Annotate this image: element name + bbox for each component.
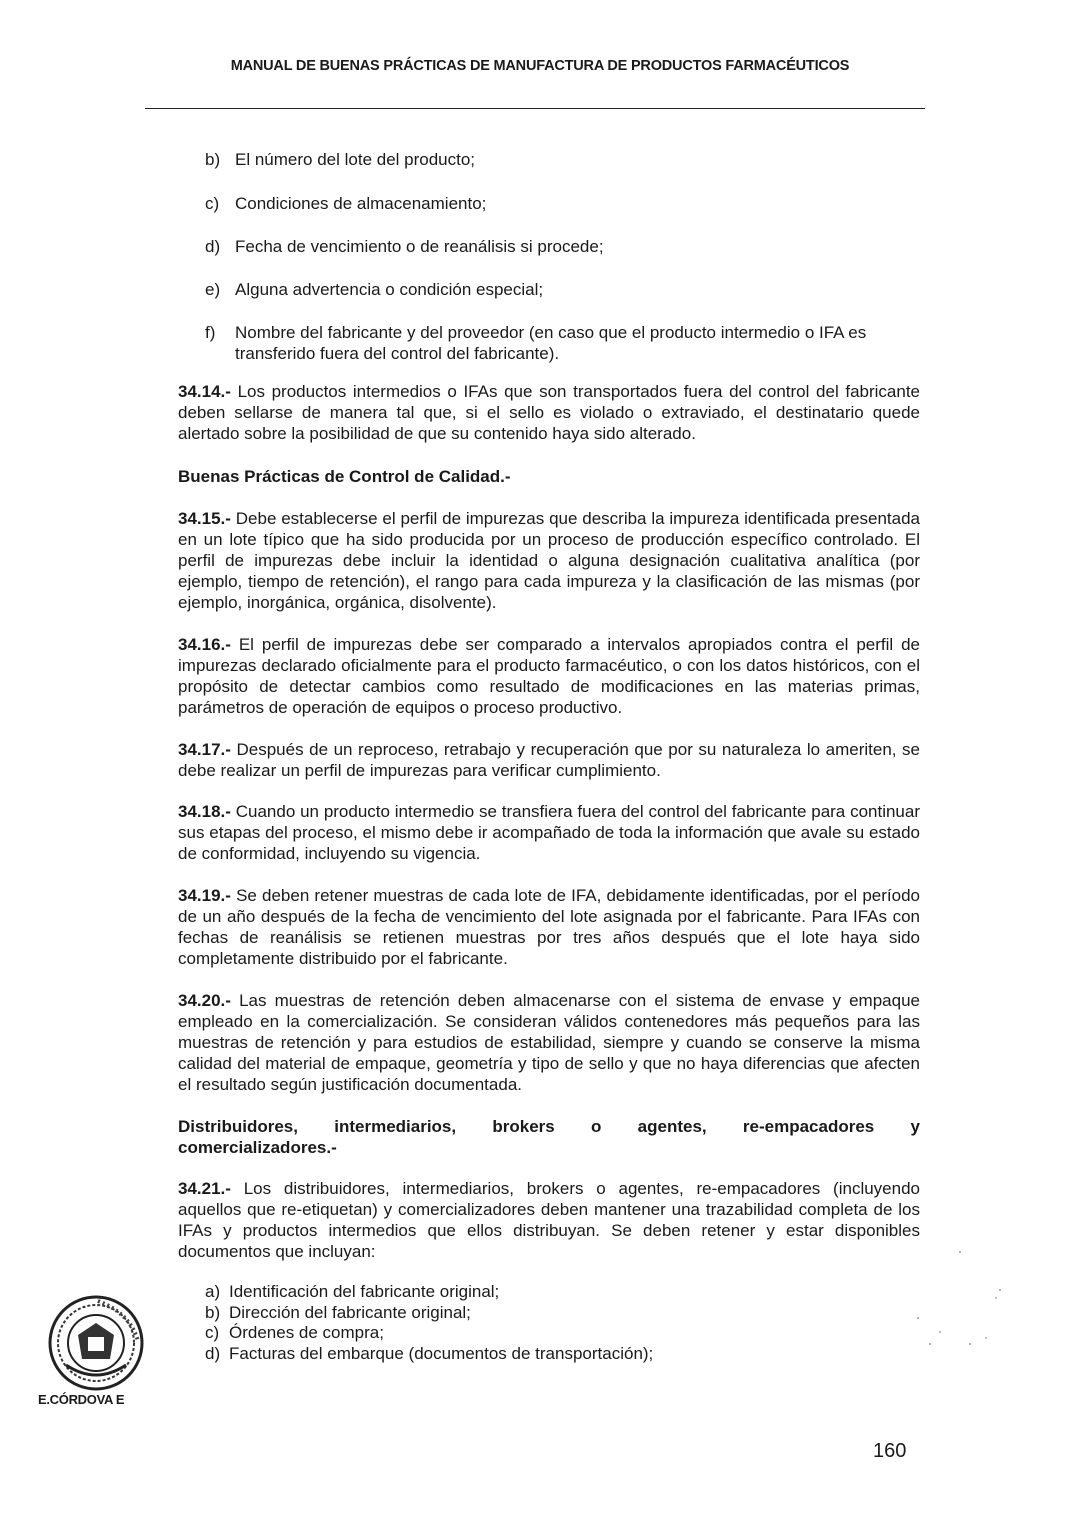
paragraph-text: Las muestras de retención deben almacenarse con el sistema de envase y empaque empleado en la comercialización. Se consideran válidos contenedores más pequeños para las muestras de retención y para estudios de estabilidad, siempre y cuando se conserve la misma calidad del material de empaque, geometría y tipo de sello y que no haya diferencias que afecten el resultado según justificación documentada. — [178, 991, 920, 1094]
paragraph-34-20 — [178, 990, 920, 1095]
list-item-text: Alguna advertencia o condición especial; — [235, 280, 544, 299]
list-item-label: e) — [205, 280, 221, 299]
paragraph-34-17 — [178, 739, 920, 781]
list-item — [205, 236, 930, 257]
list-item — [205, 279, 930, 300]
section-heading-distributors: Distribuidores, intermediarios, brokers o agentes, re-empacadores y — [178, 1117, 920, 1136]
list-item — [205, 1323, 925, 1344]
paragraph-34-21 — [178, 1178, 920, 1262]
seal-signature-label: E.CÓRDOVA E — [38, 1392, 125, 1407]
paragraph-text: Los productos intermedios o IFAs que son transportados fuera del control del fabricante deben sellarse de manera tal que, si el sello es violado o extraviado, el destinatario quede alertado sobre la posibilidad de que su contenido haya sido alterado. — [178, 382, 920, 443]
list-item — [205, 149, 930, 170]
list-item-label: a) — [205, 1282, 221, 1301]
page-number: 160 — [873, 1440, 907, 1462]
page-header: MANUAL DE BUENAS PRÁCTICAS DE MANUFACTURA DE PRODUCTOS FARMACÉUTICOS — [230, 58, 850, 74]
list-item-label: b) — [205, 150, 221, 169]
section-number: 34.19.- — [178, 886, 231, 905]
paragraph-34-16 — [178, 634, 920, 718]
header-rule — [145, 108, 925, 109]
list-item-text: Facturas del embarque (documentos de transportación); — [229, 1343, 654, 1363]
paragraph-text: Los distribuidores, intermediarios, brokers o agentes, re-empacadores (incluyendo aquellos que re-etiquetan) y comercializadores deben mantener una trazabilidad completa de los IFAs y productos intermedios que ellos distribuyan. Se deben retener y estar disponibles documentos que incluyan: — [178, 1179, 920, 1261]
scan-specks — [900, 1240, 1010, 1360]
list-item-text: El número del lote del producto; — [235, 150, 476, 169]
list-item-label: b) — [205, 1302, 221, 1322]
list-item-label: f) — [205, 323, 216, 342]
list-item-label: d) — [205, 237, 221, 256]
section-number: 34.18.- — [178, 802, 231, 821]
paragraph-text: El perfil de impurezas debe ser comparado a intervalos apropiados contra el perfil de impurezas declarado oficialmente para el producto farmacéutico, o con los datos históricos, con el propósito de detectar cambios como resultado de modificaciones en las materias primas, parámetros de operación de equipos o proceso productivo. — [178, 635, 920, 717]
paragraph-text: Después de un reproceso, retrabajo y recuperación que por su naturaleza lo ameriten, se debe realizar un perfil de impurezas para verificar cumplimiento. — [178, 740, 920, 780]
list-item — [205, 1282, 925, 1303]
list-item — [205, 1344, 925, 1365]
list-item-text: Nombre del fabricante y del proveedor (en caso que el producto intermedio o IFA es transferido fuera del control del fabricante). — [235, 323, 867, 363]
list-item-text: Condiciones de almacenamiento; — [235, 194, 487, 213]
section-number: 34.15.- — [178, 509, 231, 528]
paragraph-34-15 — [178, 508, 920, 613]
list-item-text: Dirección del fabricante original; — [229, 1302, 471, 1322]
list-item — [205, 322, 930, 364]
section-number: 34.17.- — [178, 740, 231, 759]
list-item-text: Fecha de vencimiento o de reanálisis si procede; — [235, 237, 604, 256]
paragraph-34-18 — [178, 801, 920, 864]
paragraph-34-14 — [178, 381, 920, 444]
paragraph-text: Debe establecerse el perfil de impurezas que describa la impureza identificada presentada en un lote típico que ha sido producida por un proceso de producción específico controlado. El perfil de impurezas debe incluir la identidad o alguna designación cualitativa analítica (por ejemplo, tiempo de retención), el rango para cada impureza y la clasificación de las mismas (por ejemplo, inorgánica, orgánica, disolvente). — [178, 509, 920, 612]
list-item-text: Identificación del fabricante original; — [229, 1282, 500, 1301]
section-number: 34.14.- — [178, 382, 231, 401]
paragraph-34-19 — [178, 885, 920, 969]
section-heading-distributors-cont: comercializadores.- — [178, 1138, 337, 1157]
list-item — [205, 1303, 925, 1324]
section-number: 34.21.- — [178, 1179, 231, 1198]
list-item — [205, 193, 930, 214]
list-item-label: c) — [205, 194, 220, 213]
section-number: 34.16.- — [178, 635, 231, 654]
section-heading-quality-control: Buenas Prácticas de Control de Calidad.- — [178, 467, 511, 486]
list-bottom — [205, 1282, 925, 1364]
list-item-label: d) — [205, 1343, 221, 1363]
official-seal-icon — [40, 1295, 152, 1391]
paragraph-text: Cuando un producto intermedio se transfiera fuera del control del fabricante para continuar sus etapas del proceso, el mismo debe ir acompañado de toda la información que avale su estado de conformidad, incluyendo su vigencia. — [178, 802, 920, 863]
list-item-text: Órdenes de compra; — [229, 1323, 384, 1342]
paragraph-text: Se deben retener muestras de cada lote de IFA, debidamente identificadas, por el período de un año después de la fecha de vencimiento del lote asignada por el fabricante. Para IFAs con fechas de reanálisis se retienen muestras por tres años después que el lote haya sido completamente distribuido por el fabricante. — [178, 886, 920, 968]
section-number: 34.20.- — [178, 991, 231, 1010]
list-item-label: c) — [205, 1323, 220, 1342]
